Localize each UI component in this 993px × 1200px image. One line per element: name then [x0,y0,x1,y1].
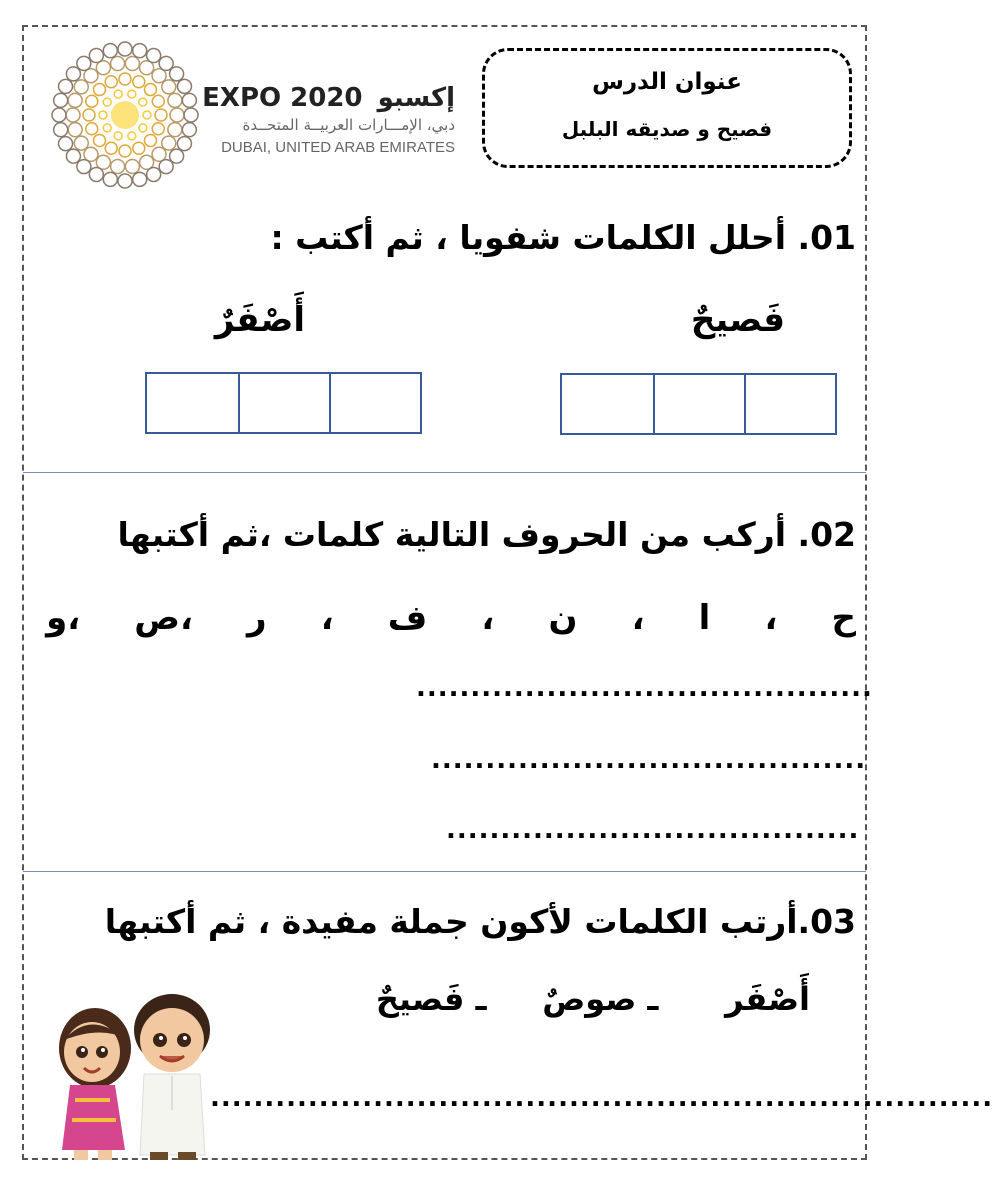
letter-boxes-faseeh [560,373,837,435]
letter: ر [247,598,267,638]
letter-box[interactable] [238,374,329,432]
question-2-title: 02. أركب من الحروف التالية كلمات ،ثم أكتبها [117,515,856,554]
letter-box[interactable] [653,375,744,433]
answer-line[interactable]: ........................................ [431,745,867,775]
letter-separator: ، [764,598,778,638]
word-faseeh: فَصيحٌ [690,300,785,340]
logo-expo-arabic: إكسبو [377,83,455,113]
expo-2020-logo-icon [55,40,465,190]
lesson-title-box [482,48,852,168]
emirati-children-illustration-icon [40,990,230,1165]
section-divider [23,871,866,872]
letter-box[interactable] [329,374,420,432]
letter-separator: ، [481,598,495,638]
lesson-name: فصيح و صديقه البلبل [561,117,773,141]
letter-separator: ، [631,598,645,638]
lesson-title-label: عنوان الدرس [592,69,742,95]
letter-box[interactable] [562,375,653,433]
answer-line[interactable]: .......................................... [416,673,873,703]
question-3-title: 03.أرتب الكلمات لأكون جملة مفيدة ، ثم أكتبها [104,902,856,941]
logo-expo-english: EXPO 2020 [202,83,363,113]
answer-line[interactable]: ........................................................................ [210,1083,993,1113]
answer-line[interactable]: ...................................... [446,815,860,845]
question-1-title: 01. أحلل الكلمات شفويا ، ثم أكتب : [270,218,856,257]
letter: ،ص [134,598,193,638]
logo-line-english: DUBAI, UNITED ARAB EMIRATES [221,139,455,156]
section-divider [23,472,866,473]
letter-box[interactable] [147,374,238,432]
scrambled-words: أَصْفَر ـ صوصٌ ـ فَصيحٌ [375,980,810,1018]
letter: ح [831,598,856,638]
letters-row [46,598,856,638]
letter: ،و [46,598,81,638]
logo-line-arabic: دبي، الإمـــارات العربيــة المتحــدة [242,116,455,134]
word-asfar: أَصْفَرٌ [214,300,305,340]
letter-separator: ، [320,598,334,638]
letter: ف [387,598,428,638]
svg-text:EXPO 2020 إكسبو [202,83,455,113]
letter-boxes-asfar [145,372,422,434]
letter-box[interactable] [744,375,835,433]
letter: ن [548,598,578,638]
letter: ا [698,598,711,638]
